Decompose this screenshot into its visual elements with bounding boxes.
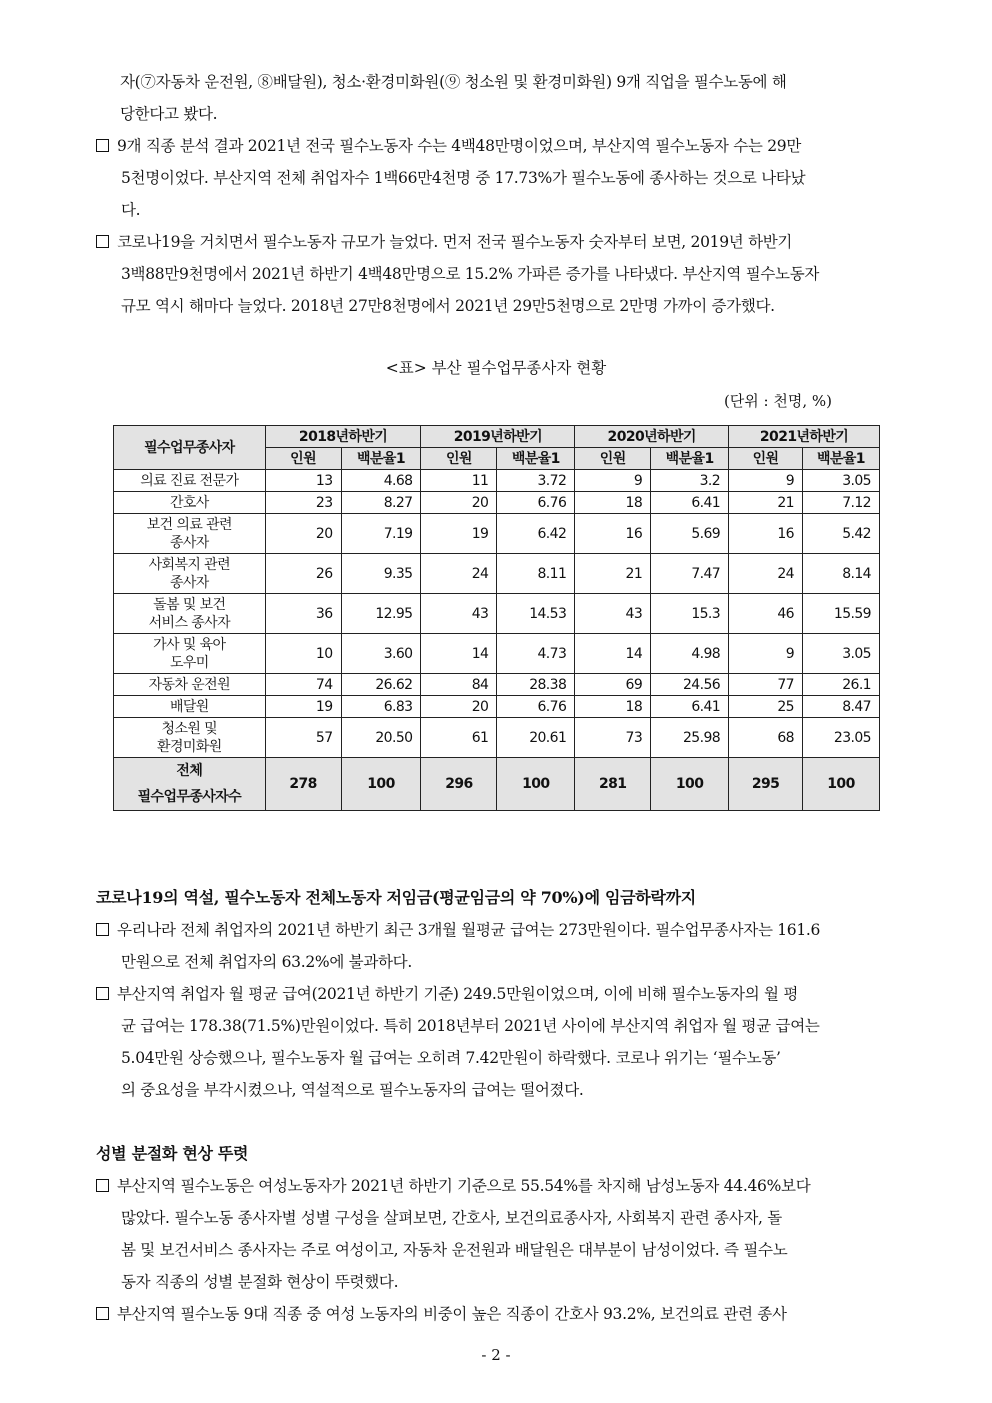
total-percent-cell: 100	[803, 758, 880, 811]
bullet-paragraph	[96, 130, 896, 226]
bullet-paragraph	[96, 1298, 896, 1330]
percent-cell: 28.38	[497, 674, 575, 696]
count-cell: 24	[421, 554, 497, 594]
percent-cell: 15.59	[803, 594, 880, 634]
count-cell: 14	[575, 634, 651, 674]
percent-cell: 25.98	[651, 718, 729, 758]
count-cell: 84	[421, 674, 497, 696]
percent-cell: 8.14	[803, 554, 880, 594]
occupation-label: 도우미	[169, 654, 209, 671]
table-footer	[114, 758, 880, 811]
checkbox-square-icon	[96, 987, 109, 1000]
occupation-cell	[114, 674, 266, 696]
occupation-label: 종사자	[169, 574, 209, 591]
percent-cell: 26.1	[803, 674, 880, 696]
header-period: 2021년하반기	[729, 426, 880, 448]
count-cell: 10	[265, 634, 341, 674]
percent-cell: 4.73	[497, 634, 575, 674]
count-cell: 9	[729, 634, 803, 674]
percent-cell: 3.05	[803, 470, 880, 492]
text-line: 만원으로 전체 취업자의 63.2%에 불과하다.	[121, 953, 412, 971]
text-line: 우리나라 전체 취업자의 2021년 하반기 최근 3개월 월평균 급여는 273만원이다. 필수업무종사자는 161.6	[117, 921, 821, 939]
total-percent-cell: 100	[341, 758, 421, 811]
count-cell: 43	[421, 594, 497, 634]
table-row	[114, 718, 880, 758]
percent-cell: 12.95	[341, 594, 421, 634]
count-cell: 20	[421, 696, 497, 718]
bullet-paragraph	[96, 226, 896, 322]
total-percent-cell: 100	[651, 758, 729, 811]
bullet-paragraph	[96, 978, 896, 1106]
count-cell: 9	[729, 470, 803, 492]
table-body	[114, 470, 880, 758]
occupation-label: 자동차 운전원	[148, 676, 231, 693]
header-percent: 백분율1	[803, 448, 880, 470]
total-label-cell	[114, 758, 266, 811]
header-count: 인원	[575, 448, 651, 470]
checkbox-square-icon	[96, 139, 109, 152]
occupation-label: 돌봄 및 보건	[153, 596, 226, 613]
count-cell: 23	[265, 492, 341, 514]
text-line: 규모 역시 해마다 늘었다. 2018년 27만8천명에서 2021년 29만5천명으로 2만명 가까이 증가했다.	[121, 297, 775, 315]
percent-cell: 7.12	[803, 492, 880, 514]
table-row	[114, 514, 880, 554]
percent-cell: 14.53	[497, 594, 575, 634]
percent-cell: 8.11	[497, 554, 575, 594]
percent-cell: 8.27	[341, 492, 421, 514]
text-line: 당한다고 봤다.	[120, 105, 218, 123]
text-line: 부산지역 필수노동은 여성노동자가 2021년 하반기 기준으로 55.54%를 차지해 남성노동자 44.46%보다	[117, 1177, 811, 1195]
text-line: 동자 직종의 성별 분절화 현상이 뚜렷했다.	[121, 1273, 399, 1291]
percent-cell: 24.56	[651, 674, 729, 696]
header-count: 인원	[265, 448, 341, 470]
header-count: 인원	[421, 448, 497, 470]
occupation-label: 청소원 및	[161, 720, 218, 737]
bullet-paragraph	[96, 914, 896, 978]
percent-cell: 3.72	[497, 470, 575, 492]
total-percent-cell: 100	[497, 758, 575, 811]
occupation-cell	[114, 492, 266, 514]
count-cell: 20	[421, 492, 497, 514]
count-cell: 19	[421, 514, 497, 554]
checkbox-square-icon	[96, 235, 109, 248]
count-cell: 69	[575, 674, 651, 696]
table-row	[114, 594, 880, 634]
percent-cell: 4.68	[341, 470, 421, 492]
count-cell: 43	[575, 594, 651, 634]
header-count: 인원	[729, 448, 803, 470]
header-period: 2018년하반기	[265, 426, 421, 448]
total-count-cell: 296	[421, 758, 497, 811]
count-cell: 46	[729, 594, 803, 634]
text-line: 부산지역 취업자 월 평균 급여(2021년 하반기 기준) 249.5만원이었으며, 이에 비해 필수노동자의 월 평	[117, 985, 798, 1003]
count-cell: 74	[265, 674, 341, 696]
occupation-cell	[114, 470, 266, 492]
count-cell: 57	[265, 718, 341, 758]
occupation-label: 서비스 종사자	[148, 614, 231, 631]
header-percent: 백분율1	[651, 448, 729, 470]
count-cell: 11	[421, 470, 497, 492]
count-cell: 26	[265, 554, 341, 594]
percent-cell: 3.60	[341, 634, 421, 674]
page-number: - 2 -	[481, 1346, 511, 1364]
occupation-label: 사회복지 관련	[148, 556, 231, 573]
percent-cell: 5.69	[651, 514, 729, 554]
header-occupation: 필수업무종사자	[114, 426, 266, 470]
header-percent: 백분율1	[497, 448, 575, 470]
table-row	[114, 634, 880, 674]
percent-cell: 3.2	[651, 470, 729, 492]
count-cell: 13	[265, 470, 341, 492]
table-row	[114, 492, 880, 514]
count-cell: 18	[575, 492, 651, 514]
percent-cell: 6.83	[341, 696, 421, 718]
count-cell: 16	[729, 514, 803, 554]
table-row	[114, 696, 880, 718]
checkbox-square-icon	[96, 1307, 109, 1320]
percent-cell: 6.41	[651, 696, 729, 718]
text-line: 균 급여는 178.38(71.5%)만원이었다. 특히 2018년부터 2021년 사이에 부산지역 취업자 월 평균 급여는	[121, 1017, 820, 1035]
count-cell: 9	[575, 470, 651, 492]
text-line: 5.04만원 상승했으나, 필수노동자 월 급여는 오히려 7.42만원이 하락했다. 코로나 위기는 ‘필수노동’	[121, 1049, 781, 1067]
percent-cell: 3.05	[803, 634, 880, 674]
text-line: 5천명이었다. 부산지역 전체 취업자수 1백66만4천명 중 17.73%가 필수노동에 종사하는 것으로 나타났	[121, 169, 806, 187]
count-cell: 68	[729, 718, 803, 758]
text-line: 부산지역 필수노동 9대 직종 중 여성 노동자의 비중이 높은 직종이 간호사 93.2%, 보건의료 관련 종사	[117, 1305, 787, 1323]
section-heading: 코로나19의 역설, 필수노동자 전체노동자 저임금(평균임금의 약 70%)에 임금하락까지	[96, 888, 696, 907]
text-line: 의 중요성을 부각시켰으나, 역설적으로 필수노동자의 급여는 떨어졌다.	[121, 1081, 584, 1099]
total-row	[114, 758, 880, 811]
occupation-label: 가사 및 육아	[153, 636, 226, 653]
total-label: 전체	[176, 763, 203, 779]
total-count-cell: 281	[575, 758, 651, 811]
total-count-cell: 295	[729, 758, 803, 811]
count-cell: 21	[729, 492, 803, 514]
occupation-label: 종사자	[169, 534, 209, 551]
text-line: 3백88만9천명에서 2021년 하반기 4백48만명으로 15.2% 가파른 증가를 나타냈다. 부산지역 필수노동자	[121, 265, 820, 283]
occupation-label: 환경미화원	[157, 738, 222, 755]
count-cell: 77	[729, 674, 803, 696]
text-line: 9개 직종 분석 결과 2021년 전국 필수노동자 수는 4백48만명이었으며, 부산지역 필수노동자 수는 29만	[117, 137, 801, 155]
total-count-cell: 278	[265, 758, 341, 811]
count-cell: 25	[729, 696, 803, 718]
occupation-cell	[114, 696, 266, 718]
table-row	[114, 674, 880, 696]
percent-cell: 6.76	[497, 492, 575, 514]
percent-cell: 6.42	[497, 514, 575, 554]
count-cell: 73	[575, 718, 651, 758]
intro-paragraph	[120, 66, 896, 130]
text-line: 많았다. 필수노동 종사자별 성별 구성을 살펴보면, 간호사, 보건의료종사자, 사회복지 관련 종사자, 돌	[121, 1209, 782, 1227]
percent-cell: 20.61	[497, 718, 575, 758]
occupation-cell	[114, 514, 266, 554]
occupation-cell	[114, 594, 266, 634]
percent-cell: 6.41	[651, 492, 729, 514]
header-percent: 백분율1	[341, 448, 421, 470]
percent-cell: 5.42	[803, 514, 880, 554]
text-line: 코로나19을 거치면서 필수노동자 규모가 늘었다. 먼저 전국 필수노동자 숫자부터 보면, 2019년 하반기	[117, 233, 793, 251]
table-caption: <표> 부산 필수업무종사자 현황	[385, 359, 607, 377]
occupation-label: 보건 의료 관련	[146, 516, 232, 533]
occupation-label: 의료 진료 전문가	[140, 472, 239, 489]
count-cell: 16	[575, 514, 651, 554]
section-heading: 성별 분절화 현상 뚜렷	[96, 1144, 249, 1163]
count-cell: 18	[575, 696, 651, 718]
percent-cell: 7.19	[341, 514, 421, 554]
count-cell: 61	[421, 718, 497, 758]
checkbox-square-icon	[96, 1179, 109, 1192]
checkbox-square-icon	[96, 923, 109, 936]
percent-cell: 6.76	[497, 696, 575, 718]
text-line: 자(⑦자동차 운전원, ⑧배달원), 청소·환경미화원(⑨ 청소원 및 환경미화원) 9개 직업을 필수노동에 해	[120, 73, 787, 91]
percent-cell: 23.05	[803, 718, 880, 758]
count-cell: 36	[265, 594, 341, 634]
table-row	[114, 470, 880, 492]
text-line: 봄 및 보건서비스 종사자는 주로 여성이고, 자동차 운전원과 배달원은 대부분이 남성이었다. 즉 필수노	[121, 1241, 788, 1259]
table-row	[114, 554, 880, 594]
count-cell: 21	[575, 554, 651, 594]
percent-cell: 7.47	[651, 554, 729, 594]
percent-cell: 9.35	[341, 554, 421, 594]
count-cell: 24	[729, 554, 803, 594]
bullet-paragraph	[96, 1170, 896, 1298]
percent-cell: 26.62	[341, 674, 421, 696]
occupation-cell	[114, 634, 266, 674]
percent-cell: 15.3	[651, 594, 729, 634]
header-period: 2019년하반기	[421, 426, 575, 448]
text-line: 다.	[121, 201, 141, 219]
count-cell: 19	[265, 696, 341, 718]
count-cell: 20	[265, 514, 341, 554]
count-cell: 14	[421, 634, 497, 674]
percent-cell: 4.98	[651, 634, 729, 674]
workers-table	[113, 425, 880, 811]
occupation-label: 간호사	[169, 494, 209, 511]
occupation-cell	[114, 718, 266, 758]
header-period: 2020년하반기	[575, 426, 729, 448]
table-unit: (단위 : 천명, %)	[723, 392, 832, 410]
occupation-label: 배달원	[169, 698, 209, 715]
percent-cell: 8.47	[803, 696, 880, 718]
occupation-cell	[114, 554, 266, 594]
total-label: 필수업무종사자수	[137, 789, 242, 805]
percent-cell: 20.50	[341, 718, 421, 758]
